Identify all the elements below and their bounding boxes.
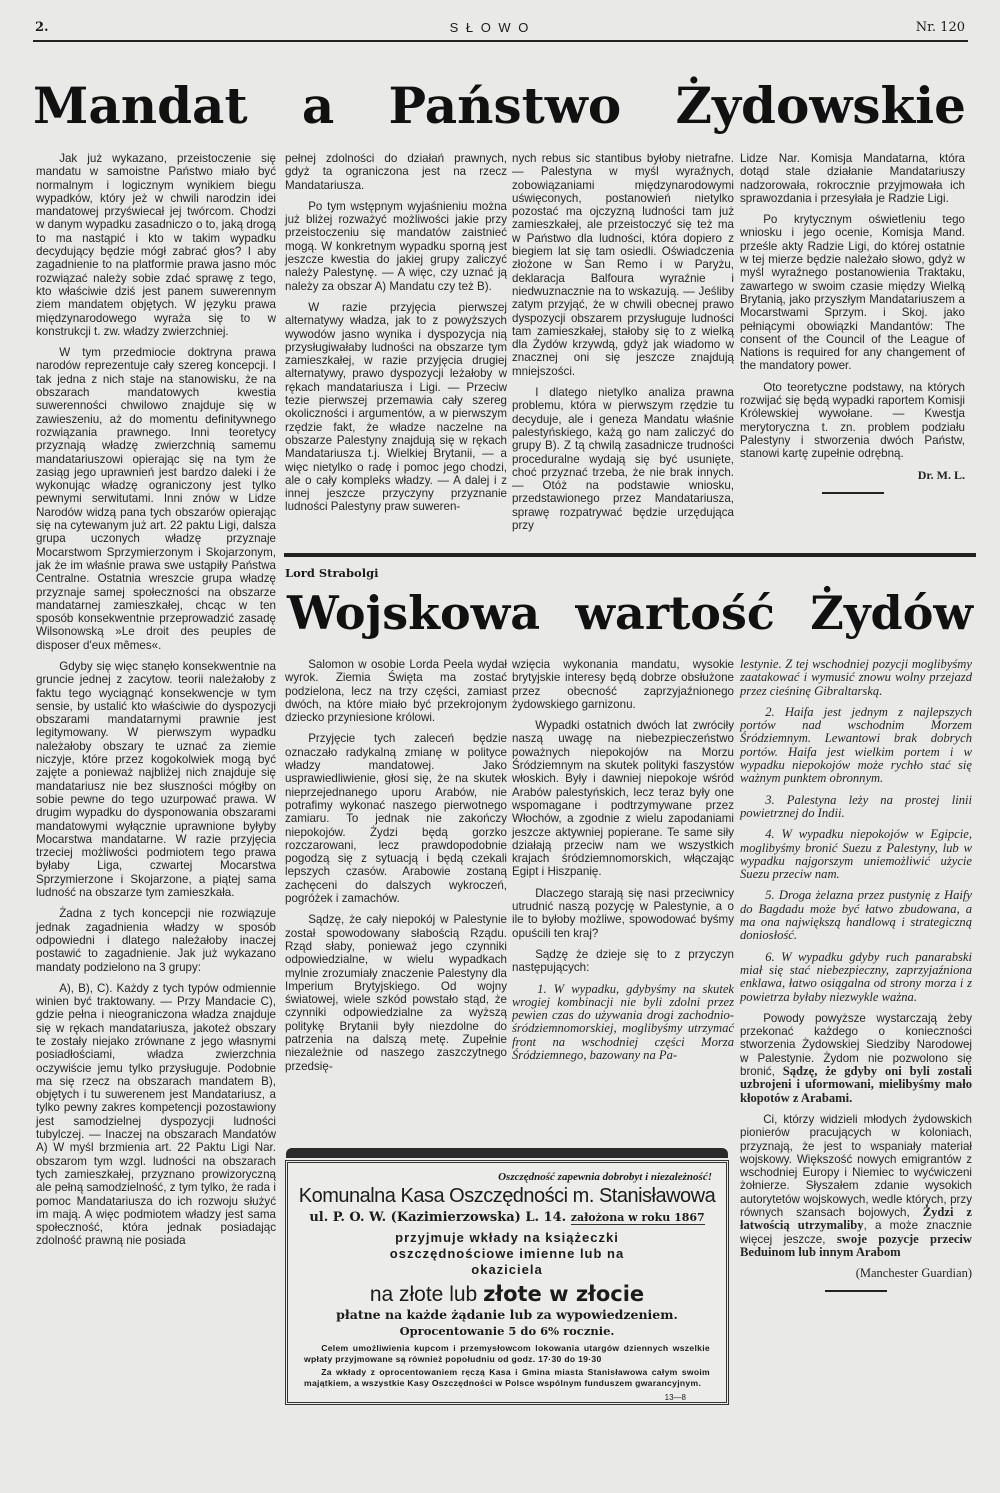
ad-accepts: przyjmuje wkłady na książeczki oszczędnościowe imienne lub na okaziciela (389, 1230, 625, 1277)
ad-guarantee-note: Za wkłady z oprocentowaniem ręczą Kasa i Gmina miasta Stanisławowa całym swoim majątkiem, a wszystkie Kasy Oszczędności w Polsce wspólnym funduszem gwarancyjnym. (304, 1367, 710, 1388)
ad-currency (288, 1282, 726, 1307)
ad-interest: Oprocentowanie 5 do 6% rocznie. (399, 1324, 615, 1338)
paragraph (740, 1012, 972, 1105)
paragraph: Lidze Nar. Komisja Mandatarna, która dotąd stale działanie Mandatariuszy nadzorowała, rokrocznie przyjmowała ich sprawozdania i przesyłała je Radzie Ligi. (740, 152, 965, 205)
paragraph: 6. W wypadku gdyby ruch panarabski miał się stać niebezpieczny, zaprzyjaźniona enklawa, łatwo osiągalna od strony morza i z powietrza byłaby niezwykle ważna. (740, 949, 972, 1004)
ad-top-bar (286, 1148, 728, 1158)
paragraph: Jak już wykazano, przeistoczenie się mandatu w samoistne Państwo miało być normalnym i logicznym wynikiem biegu wypadków, który jeż w chwili narodzin idei mandatowej przyświecał jej twórcom. Chodzi w danym wypadku zasadniczo o to, jaką drogą to ma nastąpić i kto w takim wypadku decydujący będzie mógł zabrać głos? I aby zagadnienie to na platformie prawa jasno móc rozwiązać należy sobie zdać sprawę z tego, kto właściwie dziś jest panem suwerennym ziem mandatem objętych. W języku prawa międzynarodowego wyraża się to w konstrukcji t. zw. władzy zwierzchniej. (36, 152, 276, 338)
ad-motto: Oszczędność zapewnia dobrobyt i niezależność! (498, 1171, 712, 1183)
headline-word: wartość (575, 586, 775, 640)
savings-bank-advertisement (285, 1160, 729, 1405)
paragraph: Sądzę że dzieje się to z przyczyn następujących: (512, 947, 734, 975)
paragraph (740, 1113, 972, 1259)
paragraph: A), B), C). Każdy z tych typów odmiennie winien być traktowany. — Przy Mandacie C), gdzie pełna i nieograniczona władza znajduje się w rękach mandatariusza, jakoteż obszary te zostały niejako zrównane z jego własnymi posiadłościami, władza zwierzchnia oczywiście jemu tylko przysługuje. Podobnie ma się rzecz na obszarach mandatem B), objętych i tu suwerenem jest Mandatariusz, a tylko pewny zakres kompetencji pozostawiony jest samodzielnej dyspozycji ludności tubylczej. — Inaczej na obszarach Mandatów A) W myśl brzmienia art. 22 Paktu Ligi Nar. obszarom tym wzgl. ludności na obszarach tych zamieszkałej, przyznano prowizoryczną ale pełną samodzielność, z tym tylko, że rada i pomoc Mandatariusza do ich rozwoju służyć im mają. A więc podmiotem władzy jest sama społeczność, która jednak posiadając zdolność prawną nie posiada (36, 981, 276, 1248)
text-segment: Powody powyższe wystarczają żeby przekonać każdego o konieczności stworzenia Żydowskiej Siedziby Narodowej w Palestynie. Żydom nie pozwolono się bronić, (740, 1011, 972, 1079)
paragraph: Oto teoretyczne podstawy, na których rozwijać się będą wypadki raportem Komisji Królewskiej wywołane. — Kwestja merytoryczna t. zn. problem podziału Palestyny i stworzenia dwóch Państw, stanowi kartę zupełnie odrębną. (740, 380, 965, 461)
emphasized-text: Sądzę, że gdyby oni byli zostali uzbrojeni i uformowani, mielibyśmy mało kłopotów z Arabami. (740, 1064, 972, 1105)
article2-column-2 (512, 658, 734, 1070)
emphasized-text: swoje pozycje przeciw Beduinom lub innym Arabom (740, 1231, 972, 1259)
text-segment: Ci, którzy widzieli młodych żydowskich pionierów pracujących w koloniach, przyznają, że jest to wspaniały materiał wojskowy. Większość nowych emigrantów z wschodniej Europy i Niemiec to wyćwiczeni żołnierze. Słyszałem zdanie wysokich autorytetów wojskowych, wedle których, przy równych szansach bojowych, (740, 1112, 972, 1219)
article2-source: (Manchester Guardian) (855, 1266, 972, 1281)
paragraph: Wypadki ostatnich dwóch lat zwróciły naszą uwagę na niebezpieczeństwo poważnych niepokojów na Morzu Śródziemnym na skutek polityki faszystów włoskich. Były i dawniej niepokoje wśród Arabów palestyńskich, lecz teraz były one wspomagane i podtrzymywane przez Włochów, a zgodnie z wielu zapodaniami jeszcze aktywniej popierane. Te same siły działają przeciw nam we wszystkich krajach śródziemnomorskich, włączając Egipt i Hiszpanię. (512, 719, 734, 879)
paragraph: wzięcia wykonania mandatu, wysokie brytyjskie interesy będą dobrze obsłużone przez obecność zaprzyjaźnionego żydowskiego garnizonu. (512, 658, 734, 711)
ad-street: ul. P. O. W. (Kazimierzowska) L. 14. (309, 1210, 567, 1225)
ad-founded: założona w roku 1867 (570, 1211, 705, 1224)
section-divider (284, 553, 976, 557)
headline-word: Wojskowa (287, 586, 541, 640)
paragraph: 2. Haifa jest jednym z najlepszych portów nad wschodnim Morzem Śródziemnym. Lewantowi brak dobrych portów. Haifa jest wielkim portem i w wypadku niepokojów może rychło stać się ważnym punktem obronnym. (740, 704, 972, 786)
headline-word: a (301, 76, 335, 135)
article2-headline (287, 586, 973, 640)
ad-currency-plain: na złote lub (369, 1283, 478, 1306)
column-end-rule (825, 1290, 887, 1292)
issue-number: Nr. 120 (915, 20, 965, 35)
paragraph: lestynie. Z tej wschodniej pozycji moglibyśmy zaatakować i wymusić znowu wolny przejazd przez cieśninę Gibraltarską. (740, 657, 972, 698)
page-number: 2. (35, 20, 49, 35)
paragraph: W tym przedmiocie doktryna prawa narodów reprezentuje cały szereg koncepcji. I tak jedna z nich staje na stanowisku, że na obszarach mandatowych kwestia suwerenności chwilowo znajduje się w zawieszeniu, aż do momentu definitywnego rozwiązania prawnego. Inni teoretycy przyznają władzę zwierzchnią samemu mandatariuszowi opierając się na tym że zasiąg jego uprawnień jest bardzo daleki i że wykonując władzę ograniczony jest tylko pewnymi serwitutami. Inni znów w Lidze Narodów widzą pana tych obszarów opierając się na cytewanym już art. 22 paktu Ligi, dalsza grupa uczonych władzę przyznaje Mocarstwom Sprzymierzonym i Skojarzonym, jak że im właśnie prawa swe ustąpiły Państwa Centralne. Ostatnia wreszcie grupa władzę przyznaje samej społeczności na obszarze mandatarnej zamieszkałej, chcąc w ten sposób konsekwentnie przeprowadzić zasadę Wilsonowską »Le droit des peuples de disposer d'eux mêmes«. (36, 346, 276, 652)
article2-column-3 (740, 658, 972, 1292)
paragraph: 3. Palestyna leży na prostej linii powietrznej do Indii. (740, 792, 972, 820)
article1-signature: Dr. M. L. (917, 467, 965, 482)
paragraph: 5. Droga żelazna przez pustynię z Haify do Bagdadu może być łatwo zbudowana, a ma ona największą handlową i strategiczną doniosłość. (740, 888, 972, 943)
article1-column-2 (285, 152, 507, 522)
headline-word: Żydowskie (675, 76, 966, 135)
article2-column-1 (285, 658, 507, 1081)
ad-bank-name: Komunalna Kasa Oszczędności m. Stanisławowa (298, 1185, 716, 1207)
emphasized-text: Żydzi z łatwością utrzymaliby (740, 1204, 973, 1233)
paragraph: Żadna z tych koncepcji nie rozwiązuje jednak zagadnienia władzy w sposób odpowiedni i dlatego należałoby inaczej postawić to zagadnienie. Jak już wykazano mandaty podzielono na 3 grupy: (36, 907, 276, 974)
text-segment: , a może znacznie więcej jeszcze, (740, 1219, 972, 1246)
article2-author: Lord Strabolgi (285, 566, 379, 580)
paragraph: W razie przyjęcia pierwszej alternatywy władza, jak to z powyższych wywodów jasno wynika i dyspozycja nią przysługiwałaby ludności na obszarze tym zamieszkałej, w razie przyjęcia drugiej alternatywy, prawo dyspozycji leżałoby w rękach mandatariusza i Ligi. — Przeciw tezie pierwszej przemawia cały szereg okoliczności i argumentów, a w pierwszym rzędzie fakt, że władze naczelne na obszarze Palestyny znajdują się w rękach Mandatariusza t.j. Wielkiej Brytanii, — a więc nietylko o radę i pomoc jego chodzi, ale o cały kompleks władzy. — A dalej i z innej jeszcze przyczyny przyznanie ludności Palestyny praw suweren- (285, 300, 507, 514)
article1-headline (33, 76, 966, 135)
ad-currency-gold: złote w złocie (483, 1282, 645, 1306)
column-end-rule (822, 492, 884, 494)
ad-hours-note: Celem umożliwienia kupcom i przemysłowcom lokowania utargów dziennych wszelkie wpłaty przyjmowane są również popołudniu od godz. 17·30 do 19·30 (304, 1343, 710, 1364)
article1-column-1 (36, 152, 276, 1256)
paragraph: Sądzę, że cały niepokój w Palestynie został spowodowany słabością Rządu. Rząd słaby, ponieważ jego czynniki odpowiedzialne, w wielu wypadkach mylnie zrozumiały znaczenie Palestyny dla Imperium Brytyjskiego. Od wojny światowej, wiele szkód powstało stąd, że czynniki odpowiedzialne za wyższą politykę Brytanii były niezdolne do patrzenia na dalszą metę. Zupełnie niezależnie od naszego zaszczytnego przedsię- (285, 913, 507, 1073)
paper-name: S Ł O W O (449, 20, 531, 35)
headline-word: Żydów (810, 586, 973, 640)
ad-payable: płatne na każde żądanie lub za wypowiedzeniem. (336, 1307, 678, 1322)
paragraph: Po tym wstępnym wyjaśnieniu można już bliżej rozważyć możliwości jakie przy przeistoczeniu się mandatów zaistnieć mogą. W konkretnym wypadku sporną jest jeszcze kwestia do jakiej grupy zaliczyć należy Palestynę. — A więc, czy uznać ją należy za obszar A) Mandatu czy też B). (285, 199, 507, 293)
paragraph: pełnej zdolności do działań prawnych, gdyż ta ograniczona jest na rzecz Mandatariusza. (285, 152, 507, 192)
article1-column-4 (740, 152, 965, 494)
paragraph: Salomon w osobie Lorda Peela wydał wyrok. Ziemia Święta ma zostać podzielona, lecz na trzy części, zamiast dwóch, na które miało być przekrojonym dziecko przyniesione królowi. (285, 658, 507, 725)
headline-word: Państwo (388, 76, 622, 135)
ad-reference: 13—8 (664, 1393, 686, 1402)
paragraph: Gdyby się więc stanęło konsekwentnie na gruncie jednej z zacytow. teorii należałoby z faktu tego wyciągnąć konsekwencje w tym sensie, by ustalić kto właściwie do dyspozycji obszarami mandatarnymi prawnie jest legitymowany. W pierwszym wypadku należałoby obszary te uznać za ziemie niczyje, które przez kogokolwiek mogą być zajęte a ponieważ najbliżej nich znajduje się mandatariusz nie bez słuszności mógłby on sobie pewne do tego uzurpować prawa. W drugim wypadku do dysponowania obszarami mandatowymi wyłącznie uprawnione byłyby Mocarstwa mandatarne. W razie przyjęcia trzeciej możliwości podmiotem tego prawa byłaby Liga, czwartej Mocarstwa Sprzymierzone i Skojarzone, a piątej sama ludność na obszarze tym zamieszkała. (36, 659, 276, 900)
paragraph: nych rebus sic stantibus byłoby nietrafne. — Palestyna w myśl wyraźnych, zobowiązaniami międzynarodowymi uświęconych, postanowień nietylko pozostać ma ojczyzną ludności tam już zamieszkałej, ale przeistoczyć się też ma w Państwo dla ludności, która dopiero z biegiem lat się tam osiedli. Oświadczenia złożone w San Remo i w Paryżu, deklaracja Balfoura wyraźnie i niedwuznacznie na to wskazują. — Jeśliby zatym przyjąć, że w chwili obecnej prawo dyspozycji obszarem przysługuje ludności tam zamieszkałej, stałoby się to z wielką dla Żydów krzywdą, gdyż jak wiadomo w znacznej oni się jeszcze znajdują mniejszości. (512, 152, 734, 378)
article1-column-3 (512, 152, 734, 540)
headline-word: Mandat (33, 76, 248, 135)
masthead-rule (33, 40, 968, 42)
paragraph: Dlaczego starają się nasi przeciwnicy utrudnić naszą pozycję w Palestynie, a o ile to byłoby możliwe, spowodować byśmy opuścili ten kraj? (512, 886, 734, 940)
paragraph: I dlatego nietylko analiza prawna problemu, która w pierwszym rzędzie tu decyduje, ale i geneza Mandatu właśnie palestyńskiego, każą go nam zaliczyć do grupy B). Z tą chwilą zasadnicze trudności proceduralne wydają się być usunięte, choć przyznać trzeba, że nie brak innych. — Otóż na podstawie wniosku, przedstawionego przez Mandatariusza, sprawę rozpatrywać będzie urzędująca przy (512, 386, 734, 533)
ad-address (296, 1210, 718, 1225)
paragraph: 4. W wypadku niepokojów w Egipcie, moglibyśmy bronić Suezu z Palestyny, lub w wypadku najgorszym uniemożliwić użycie Suezu przeciw nam. (740, 827, 972, 882)
paragraph: Po krytycznym oświetleniu tego wniosku i jego ocenie, Komisja Mand. prześle akty Radzie Ligi, do której ostatnie w tej mierze będzie należało słowo, gdyż w myśl wyraźnego postanowienia Traktaku, zawartego w swoim czasie między Wielką Brytanią, jako przyszłym Mandatariuszem a Mocarstwami Sprzym. i Skoj. jako pełniącymi obowiązki Mandantów: The consent of the Council of the League of Nations is required for any changement of the mandatory power. (740, 213, 965, 373)
paragraph: Przyjęcie tych zaleceń będzie oznaczało radykalną zmianę w polityce władzy mandatowej. Jako usprawiedliwienie, głosi się, że na skutek nieprzejednanego uporu Arabów, nie potrafimy wykonać naszego pierwotnego zamiaru. To jednak nie zakończy niepokojów. Żydzi będą gorzko rozczarowani, lecz prawdopodobnie pogodzą się z sytuacją i będą czekali lepszych czasów. Arabowie zostaną zachęceni do dalszych wykroczeń, pogróżek i zamachów. (285, 732, 507, 906)
paragraph: 1. W wypadku, gdybyśmy na skutek wrogiej kombinacji nie byli zdolni przez pewien czas do używania drogi zachodnio-śródziemnomorskiej, moglibyśmy utrzymać front na wschodniej części Morza Śródziemnego, bazowany na Pa- (512, 981, 734, 1063)
